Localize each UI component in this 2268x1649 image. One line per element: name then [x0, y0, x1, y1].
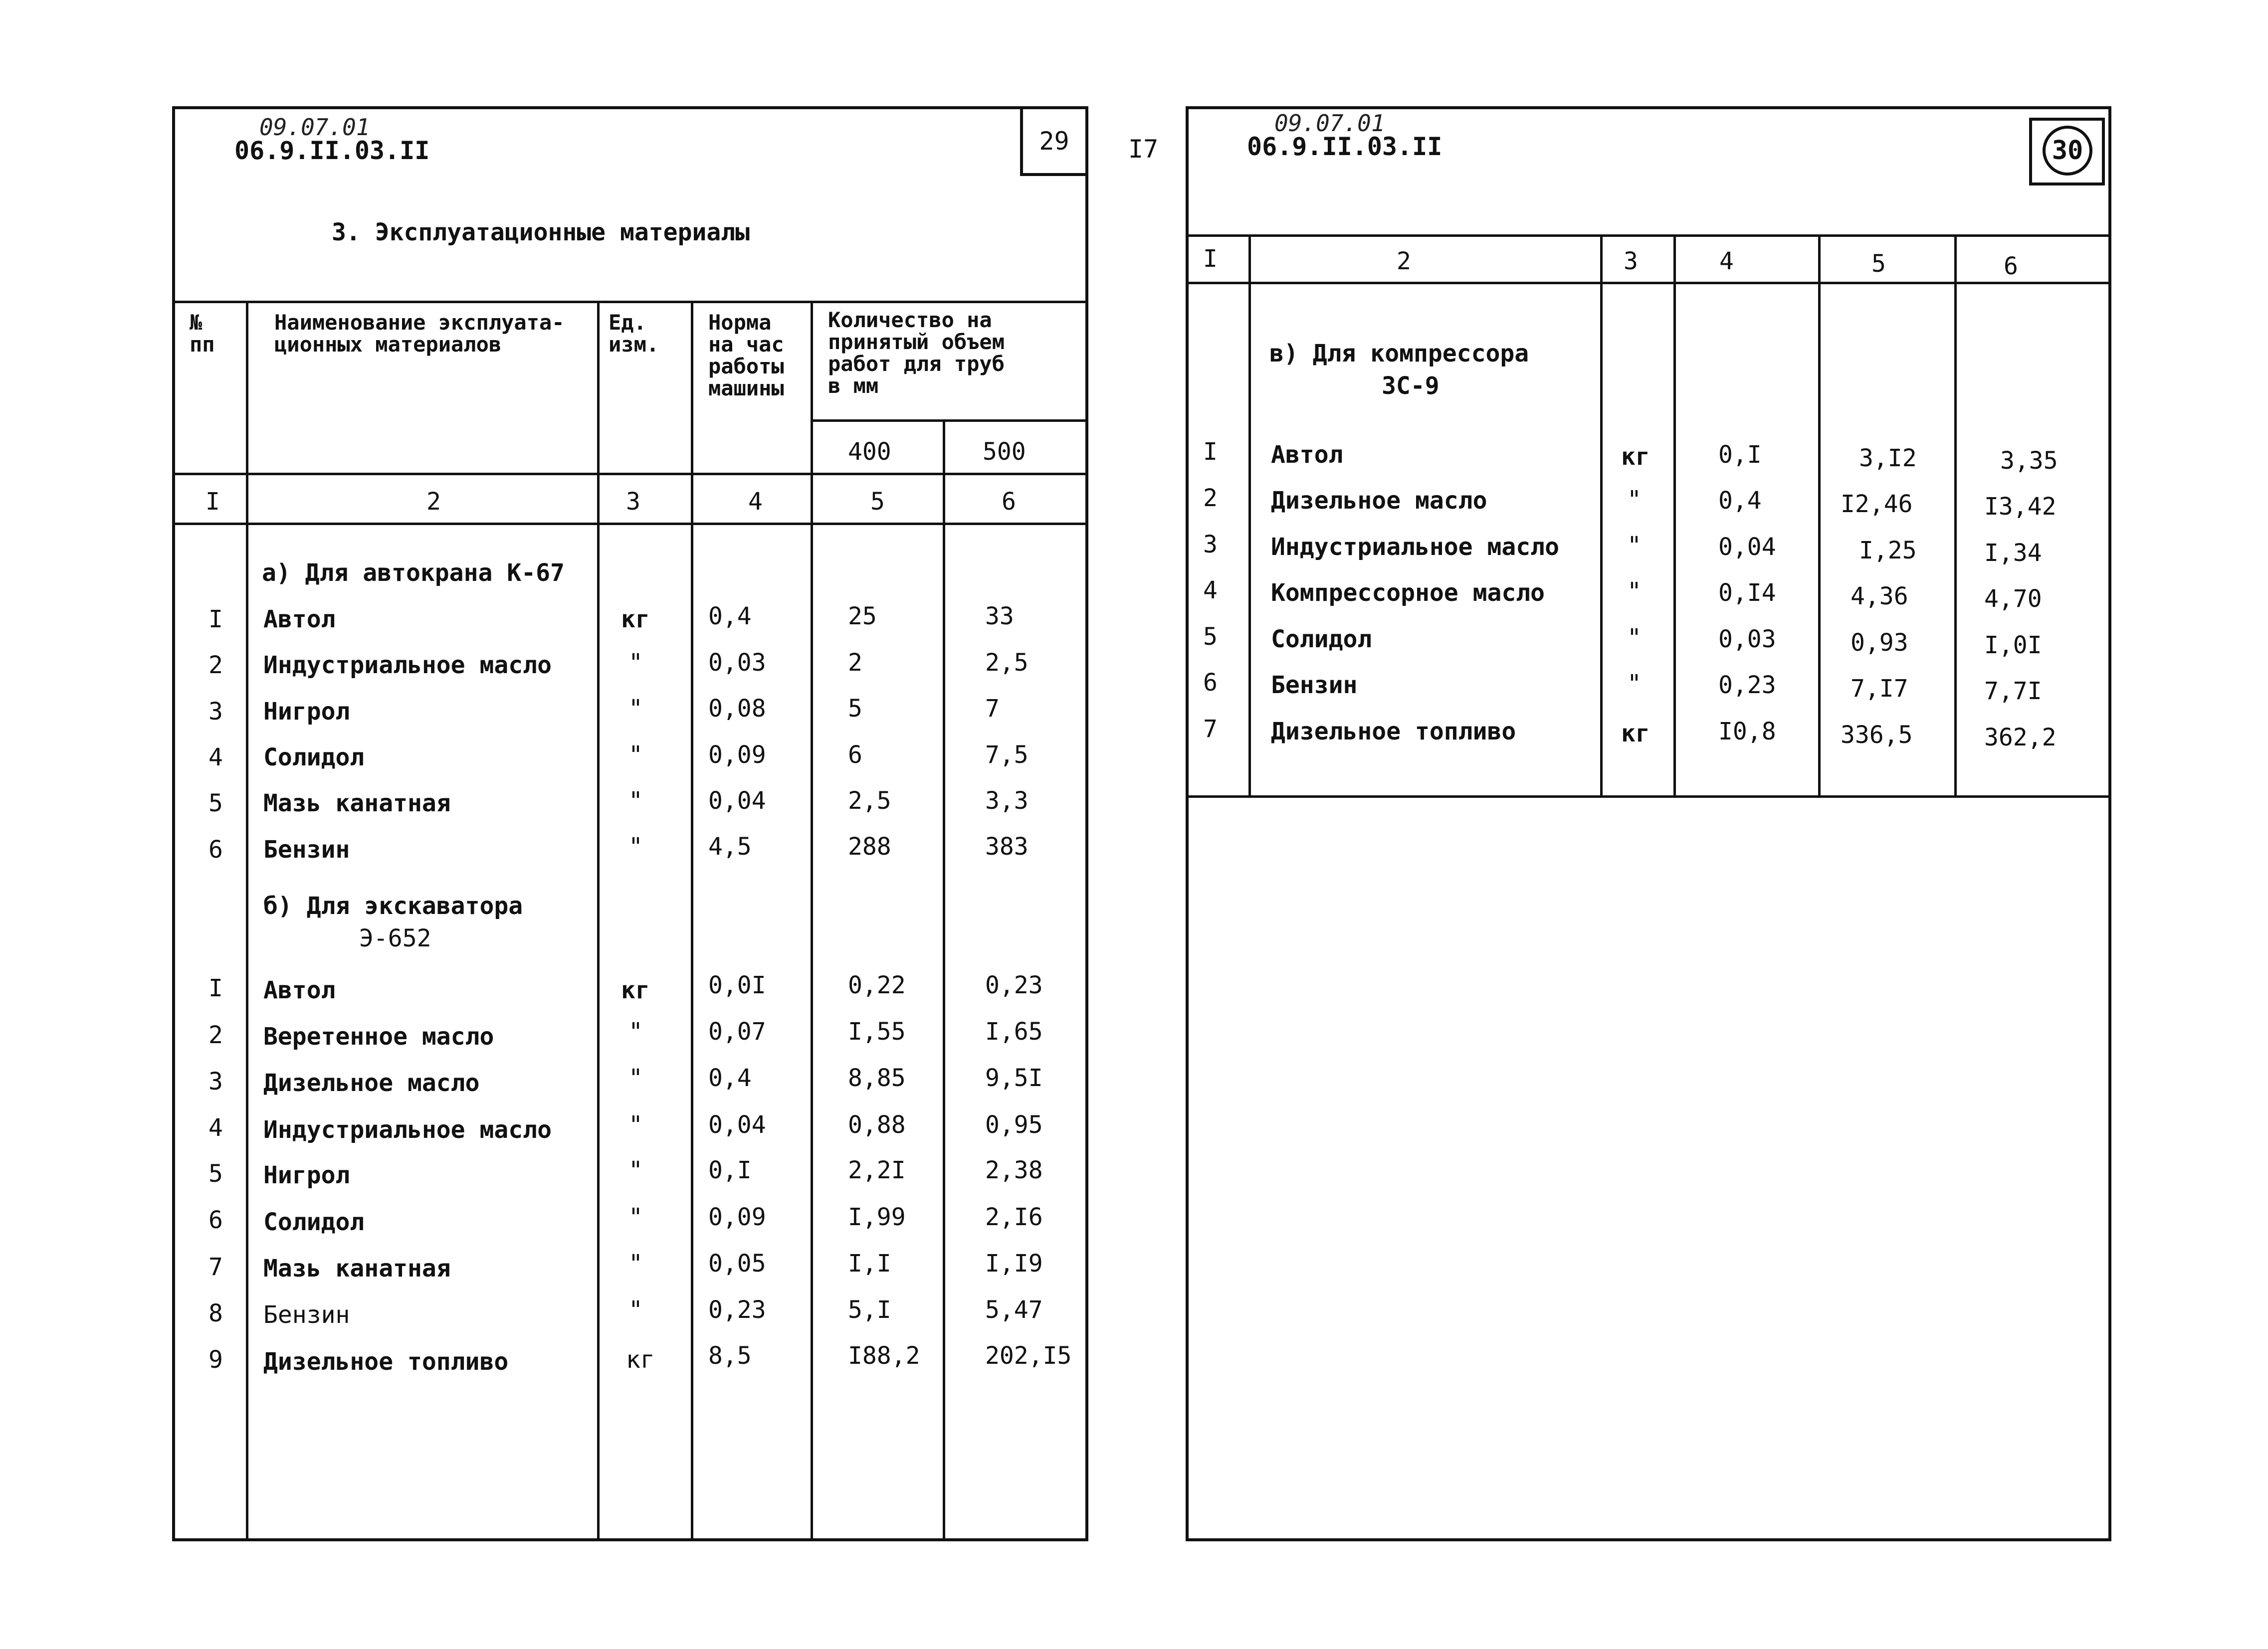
left-header-400: 400: [848, 438, 891, 466]
right-document-code: 06.9.II.03.II: [1247, 132, 1443, 161]
row-b1-400: 0,22: [848, 971, 906, 999]
row-c4-number: 4: [1203, 576, 1218, 604]
right-colnum-2: 2: [1397, 247, 1411, 275]
row-a3-number: 3: [208, 698, 223, 726]
row-c5-500: I,0I: [1984, 631, 2042, 659]
row-b9-number: 9: [208, 1346, 223, 1374]
row-a3-400: 5: [848, 695, 862, 723]
row-a4-norm: 0,09: [708, 741, 766, 769]
left-col-divider-1: [246, 301, 248, 1541]
row-a2-name: Индустриальное масло: [263, 651, 552, 679]
row-b7-number: 7: [208, 1253, 223, 1281]
right-table-bottom-line: [1188, 795, 2111, 798]
left-header-bottom-line: [175, 473, 1088, 475]
row-a6-unit: ": [628, 833, 643, 861]
row-c7-norm: I0,8: [1718, 718, 1776, 745]
row-c5-unit: ": [1627, 624, 1642, 652]
right-page: [1186, 106, 2111, 1541]
row-b1-number: I: [208, 974, 223, 1002]
row-b3-400: 8,85: [848, 1064, 906, 1092]
row-b8-number: 8: [208, 1299, 223, 1327]
row-b6-number: 6: [208, 1206, 223, 1234]
left-colnum-4: 4: [748, 488, 763, 516]
row-b1-name: Автол: [263, 976, 336, 1004]
row-b7-norm: 0,05: [708, 1250, 766, 1278]
row-c5-number: 5: [1203, 623, 1218, 651]
row-b6-norm: 0,09: [708, 1203, 766, 1231]
right-colnum-5: 5: [1871, 250, 1886, 278]
row-b4-500: 0,95: [985, 1111, 1043, 1139]
row-c2-unit: ": [1627, 486, 1642, 514]
row-b8-name: Бензин: [263, 1301, 350, 1329]
row-a3-name: Нигрол: [263, 698, 350, 726]
left-colnum-1: I: [206, 488, 220, 516]
row-c3-norm: 0,04: [1718, 533, 1776, 561]
right-group-c-model: ЗС-9: [1382, 372, 1440, 400]
row-c3-500: I,34: [1984, 539, 2042, 567]
row-c1-name: Автол: [1271, 441, 1343, 469]
row-b1-norm: 0,0I: [708, 971, 766, 999]
left-group-b-title: б) Для экскаватора: [263, 892, 523, 920]
row-b1-unit: кг: [621, 976, 650, 1004]
left-subheader-line: [811, 419, 1088, 422]
row-b4-400: 0,88: [848, 1111, 906, 1139]
row-b9-500: 202,I5: [985, 1342, 1072, 1370]
row-b5-400: 2,2I: [848, 1156, 906, 1184]
left-table-top-line: [175, 301, 1088, 303]
row-c4-name: Компрессорное масло: [1271, 579, 1545, 607]
left-header-name: Наименование эксплуата- ционных материалов: [274, 310, 565, 357]
row-b7-500: I,I9: [985, 1250, 1043, 1278]
row-b5-name: Нигрол: [263, 1161, 350, 1189]
left-group-a-title: а) Для автокрана К-67: [262, 559, 565, 587]
row-b1-500: 0,23: [985, 971, 1043, 999]
row-b2-unit: ": [628, 1018, 643, 1046]
row-b4-name: Индустриальное масло: [263, 1116, 552, 1144]
row-c5-name: Солидол: [1271, 625, 1372, 653]
row-c7-unit: кг: [1621, 720, 1650, 747]
row-c4-400: 4,36: [1851, 582, 1908, 610]
row-c5-400: 0,93: [1851, 629, 1908, 657]
row-b2-name: Веретенное масло: [263, 1023, 494, 1051]
left-colnum-3: 3: [626, 488, 640, 516]
row-a3-500: 7: [985, 695, 1000, 723]
row-b8-500: 5,47: [985, 1296, 1043, 1324]
right-col-divider-5: [1954, 234, 1957, 798]
row-a3-norm: 0,08: [708, 695, 766, 723]
row-b2-500: I,65: [985, 1018, 1043, 1046]
left-header-unit: Ед. изм.: [609, 310, 659, 357]
row-c2-number: 2: [1203, 484, 1218, 512]
row-c6-unit: ": [1627, 670, 1642, 698]
row-c6-500: 7,7I: [1984, 677, 2042, 705]
row-b9-name: Дизельное топливо: [263, 1348, 509, 1376]
row-b7-name: Мазь канатная: [263, 1255, 451, 1283]
left-header-500: 500: [983, 438, 1026, 466]
row-c1-unit: кг: [1621, 443, 1650, 471]
row-c7-400: 336,5: [1841, 721, 1913, 749]
row-c3-name: Индустриальное масло: [1271, 533, 1559, 561]
right-colnum-bottom-line: [1188, 282, 2111, 284]
row-c1-500: 3,35: [2000, 447, 2058, 475]
row-b7-400: I,I: [848, 1250, 891, 1278]
row-a4-number: 4: [208, 743, 223, 771]
left-col-divider-3: [691, 301, 693, 1541]
row-c6-name: Бензин: [1271, 671, 1358, 699]
row-b8-norm: 0,23: [708, 1296, 766, 1324]
row-b3-number: 3: [208, 1068, 223, 1096]
left-page-number: 29: [1020, 106, 1088, 176]
right-col-divider-4: [1818, 234, 1821, 798]
left-colnum-5: 5: [870, 488, 885, 516]
row-a1-name: Автол: [263, 605, 336, 633]
row-a4-name: Солидол: [263, 743, 365, 771]
row-a5-norm: 0,04: [708, 787, 766, 815]
left-col-divider-5: [943, 419, 945, 1541]
left-group-b-model: Э-652: [359, 924, 431, 952]
row-c2-500: I3,42: [1984, 493, 2057, 521]
row-b3-name: Дизельное масло: [263, 1069, 480, 1097]
row-c6-number: 6: [1203, 669, 1218, 697]
row-a5-name: Мазь канатная: [263, 789, 451, 817]
row-a1-norm: 0,4: [708, 602, 752, 630]
row-b9-400: I88,2: [848, 1342, 920, 1370]
row-a6-name: Бензин: [263, 836, 350, 864]
row-c1-number: I: [1203, 438, 1218, 466]
right-group-c-title: в) Для компрессора: [1269, 340, 1529, 367]
left-header-norm: Норма на час работы машины: [708, 310, 784, 401]
row-c4-500: 4,70: [1984, 585, 2042, 613]
left-col-divider-4: [811, 301, 813, 1541]
left-colnum-2: 2: [426, 488, 441, 516]
row-a5-number: 5: [208, 789, 223, 817]
row-b4-number: 4: [208, 1114, 223, 1142]
right-colnum-3: 3: [1624, 247, 1638, 275]
row-c7-500: 362,2: [1984, 724, 2057, 751]
row-c2-norm: 0,4: [1718, 487, 1762, 515]
right-col-divider-1: [1248, 234, 1251, 798]
row-c1-norm: 0,I: [1718, 441, 1762, 469]
row-b6-500: 2,I6: [985, 1203, 1043, 1231]
row-a5-400: 2,5: [848, 787, 891, 815]
row-b5-unit: ": [628, 1156, 643, 1184]
row-c3-number: 3: [1203, 531, 1218, 558]
left-document-code: 06.9.II.03.II: [234, 136, 430, 165]
row-b4-unit: ": [628, 1111, 643, 1139]
row-c6-norm: 0,23: [1718, 671, 1776, 699]
row-a2-unit: ": [628, 649, 643, 677]
row-c3-400: I,25: [1859, 537, 1917, 564]
left-colnum-bottom-line: [175, 523, 1088, 525]
row-b9-norm: 8,5: [708, 1342, 752, 1370]
left-col-divider-2: [597, 301, 600, 1541]
middle-page-number: I7: [1128, 135, 1159, 164]
row-a3-unit: ": [628, 695, 643, 723]
row-a4-unit: ": [628, 741, 643, 769]
row-b2-400: I,55: [848, 1018, 906, 1046]
row-a4-500: 7,5: [985, 741, 1029, 769]
right-handwritten-code: 09.07.01: [1274, 110, 1385, 137]
row-b3-unit: ": [628, 1064, 643, 1092]
left-header-number: № пп: [190, 310, 215, 357]
row-c5-norm: 0,03: [1718, 625, 1776, 653]
row-b5-norm: 0,I: [708, 1156, 752, 1184]
row-b3-500: 9,5I: [985, 1064, 1043, 1092]
row-a1-500: 33: [985, 602, 1014, 630]
row-a4-400: 6: [848, 741, 862, 769]
right-colnum-6: 6: [2004, 252, 2018, 280]
row-a1-400: 25: [848, 602, 877, 630]
left-header-quantity: Количество на принятый объем работ для труб в мм: [828, 308, 1005, 398]
row-b2-norm: 0,07: [708, 1018, 766, 1046]
right-colnum-4: 4: [1719, 247, 1734, 275]
row-a6-norm: 4,5: [708, 833, 752, 861]
row-c2-400: I2,46: [1841, 490, 1913, 518]
row-c6-400: 7,I7: [1851, 675, 1908, 703]
row-b8-unit: ": [628, 1296, 643, 1324]
row-a6-400: 288: [848, 833, 891, 861]
row-a6-number: 6: [208, 836, 223, 864]
row-b5-500: 2,38: [985, 1156, 1043, 1184]
right-col-divider-2: [1600, 234, 1603, 798]
row-b6-unit: ": [628, 1203, 643, 1231]
left-handwritten-code: 09.07.01: [259, 114, 370, 141]
row-b5-number: 5: [208, 1160, 223, 1188]
row-c7-name: Дизельное топливо: [1271, 718, 1516, 745]
row-a2-500: 2,5: [985, 649, 1029, 677]
row-c7-number: 7: [1203, 715, 1218, 743]
row-c2-name: Дизельное масло: [1271, 487, 1487, 515]
left-colnum-6: 6: [1002, 488, 1016, 516]
row-b7-unit: ": [628, 1250, 643, 1278]
row-b6-name: Солидол: [263, 1208, 365, 1236]
row-a6-500: 383: [985, 833, 1029, 861]
row-b3-norm: 0,4: [708, 1064, 752, 1092]
row-a5-unit: ": [628, 787, 643, 815]
row-b9-unit: кг: [626, 1346, 655, 1374]
row-b6-400: I,99: [848, 1203, 906, 1231]
row-b8-400: 5,I: [848, 1296, 891, 1324]
row-a2-norm: 0,03: [708, 649, 766, 677]
right-page-number: 30: [2043, 126, 2092, 176]
row-a2-number: 2: [208, 651, 223, 679]
row-c4-unit: ": [1627, 577, 1642, 605]
row-c1-400: 3,I2: [1859, 444, 1917, 472]
right-col-divider-3: [1673, 234, 1676, 798]
row-a1-unit: кг: [621, 605, 650, 633]
row-a5-500: 3,3: [985, 787, 1029, 815]
row-b4-norm: 0,04: [708, 1111, 766, 1139]
row-c3-unit: ": [1627, 532, 1642, 559]
row-b2-number: 2: [208, 1021, 223, 1049]
row-a2-400: 2: [848, 649, 862, 677]
right-table-top-line: [1188, 234, 2111, 237]
section-title: 3. Эксплуатационные материалы: [332, 218, 750, 246]
right-colnum-1: I: [1203, 245, 1218, 273]
row-a1-number: I: [208, 605, 223, 633]
row-c4-norm: 0,I4: [1718, 579, 1776, 607]
